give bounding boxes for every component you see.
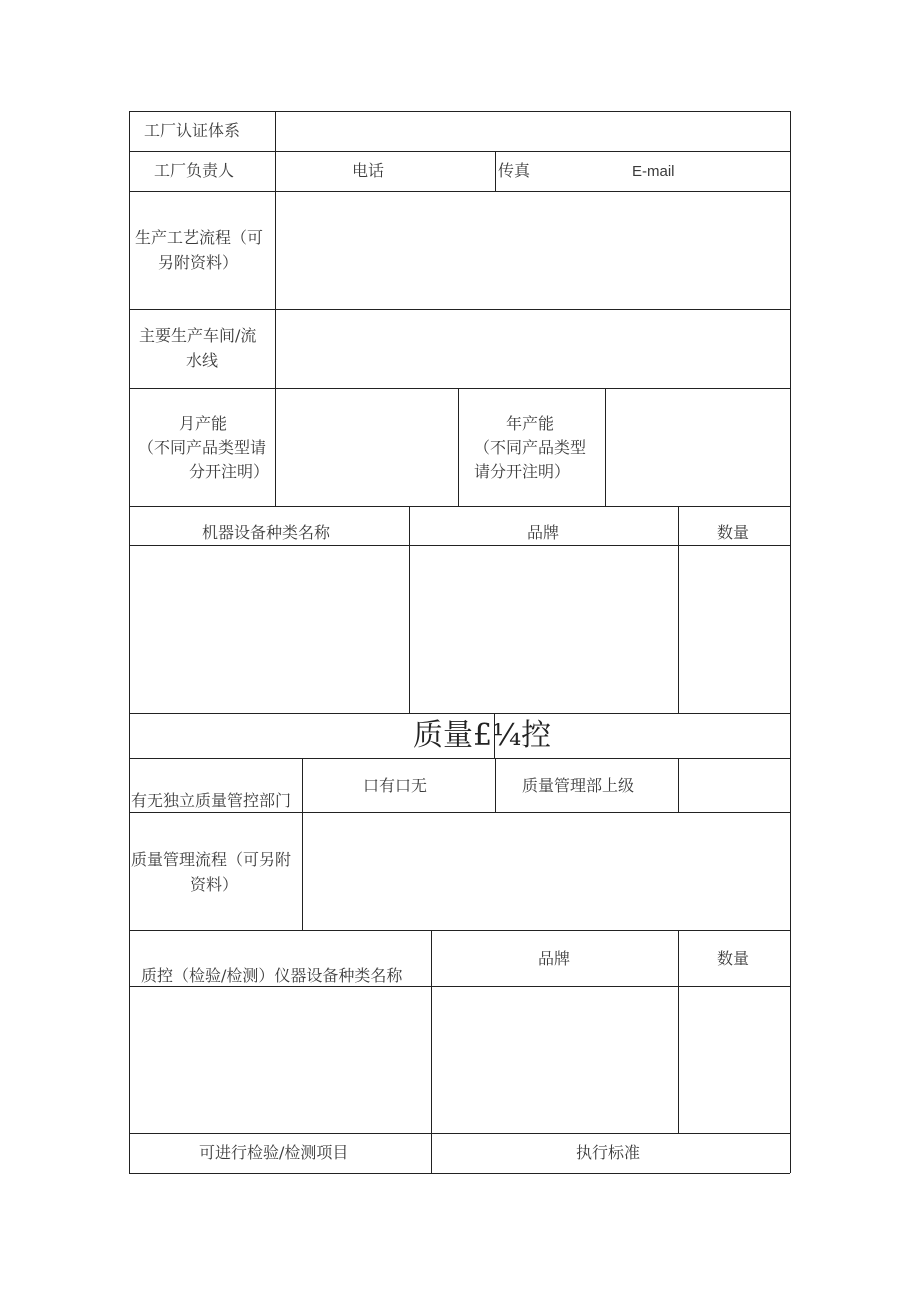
- table-border-bottom: [129, 1173, 790, 1174]
- equipment-qty-field[interactable]: [679, 546, 790, 713]
- yearly-capacity-note: （不同产品类型: [474, 438, 587, 457]
- yearly-capacity-label: 年产能: [506, 414, 555, 433]
- monthly-capacity-note: （不同产品类型请: [138, 438, 267, 457]
- instrument-qty-field[interactable]: [679, 987, 790, 1133]
- instrument-name-field[interactable]: [130, 987, 431, 1133]
- yearly-capacity-note: 请分开注明）: [474, 462, 571, 481]
- yearly-capacity-field[interactable]: [606, 389, 790, 506]
- table-border-right: [790, 111, 791, 1173]
- row-divider: [129, 930, 790, 931]
- col-divider: [458, 388, 459, 506]
- quality-dept-options[interactable]: 口有口无: [363, 776, 428, 795]
- col-divider: [495, 758, 496, 812]
- process-field[interactable]: [276, 192, 790, 309]
- process-label-line1: 生产工艺流程（可: [135, 228, 264, 247]
- cert-system-field[interactable]: [276, 112, 790, 151]
- quality-process-label-line1: 质量管理流程（可另附: [131, 850, 292, 869]
- monthly-capacity-field[interactable]: [276, 389, 458, 506]
- row-divider: [129, 506, 790, 507]
- instrument-brand-field[interactable]: [432, 987, 678, 1133]
- quality-process-label-line2: 资料）: [190, 875, 239, 894]
- quality-dept-label: 有无独立质量管控部门: [131, 791, 292, 810]
- equipment-name-field[interactable]: [130, 546, 409, 713]
- cert-system-label: 工厂认证体系: [144, 121, 241, 140]
- test-items-label: 可进行检验/检测项目: [199, 1143, 349, 1162]
- quality-process-field[interactable]: [303, 813, 790, 930]
- email-label: E-mail: [632, 163, 675, 180]
- instrument-qty-header: 数量: [717, 949, 750, 968]
- row-divider: [129, 1133, 790, 1134]
- col-divider: [495, 151, 496, 191]
- manager-label: 工厂负责人: [154, 161, 235, 180]
- monthly-capacity-note: 分开注明）: [189, 462, 270, 481]
- process-label-line2: 另附资料）: [158, 253, 239, 272]
- equipment-brand-header: 品牌: [527, 523, 560, 542]
- equipment-brand-field[interactable]: [410, 546, 678, 713]
- equipment-qty-header: 数量: [717, 523, 750, 542]
- quality-superior-field[interactable]: [679, 759, 790, 812]
- equipment-name-header: 机器设备种类名称: [202, 523, 331, 542]
- workshop-field[interactable]: [276, 310, 790, 388]
- standard-label: 执行标准: [576, 1143, 641, 1162]
- quality-superior-label: 质量管理部上级: [522, 776, 635, 795]
- row-divider: [129, 151, 790, 152]
- quality-section-title: 质量£¼控: [413, 718, 552, 753]
- instrument-brand-header: 品牌: [538, 949, 571, 968]
- monthly-capacity-label: 月产能: [179, 414, 228, 433]
- instrument-name-header: 质控（检验/检测）仪器设备种类名称: [141, 966, 403, 985]
- row-divider: [129, 713, 790, 714]
- phone-label: 电话: [352, 161, 385, 180]
- workshop-label-line2: 水线: [186, 351, 219, 370]
- fax-label: 传真: [498, 161, 531, 180]
- workshop-label-line1: 主要生产车间/流: [139, 326, 257, 345]
